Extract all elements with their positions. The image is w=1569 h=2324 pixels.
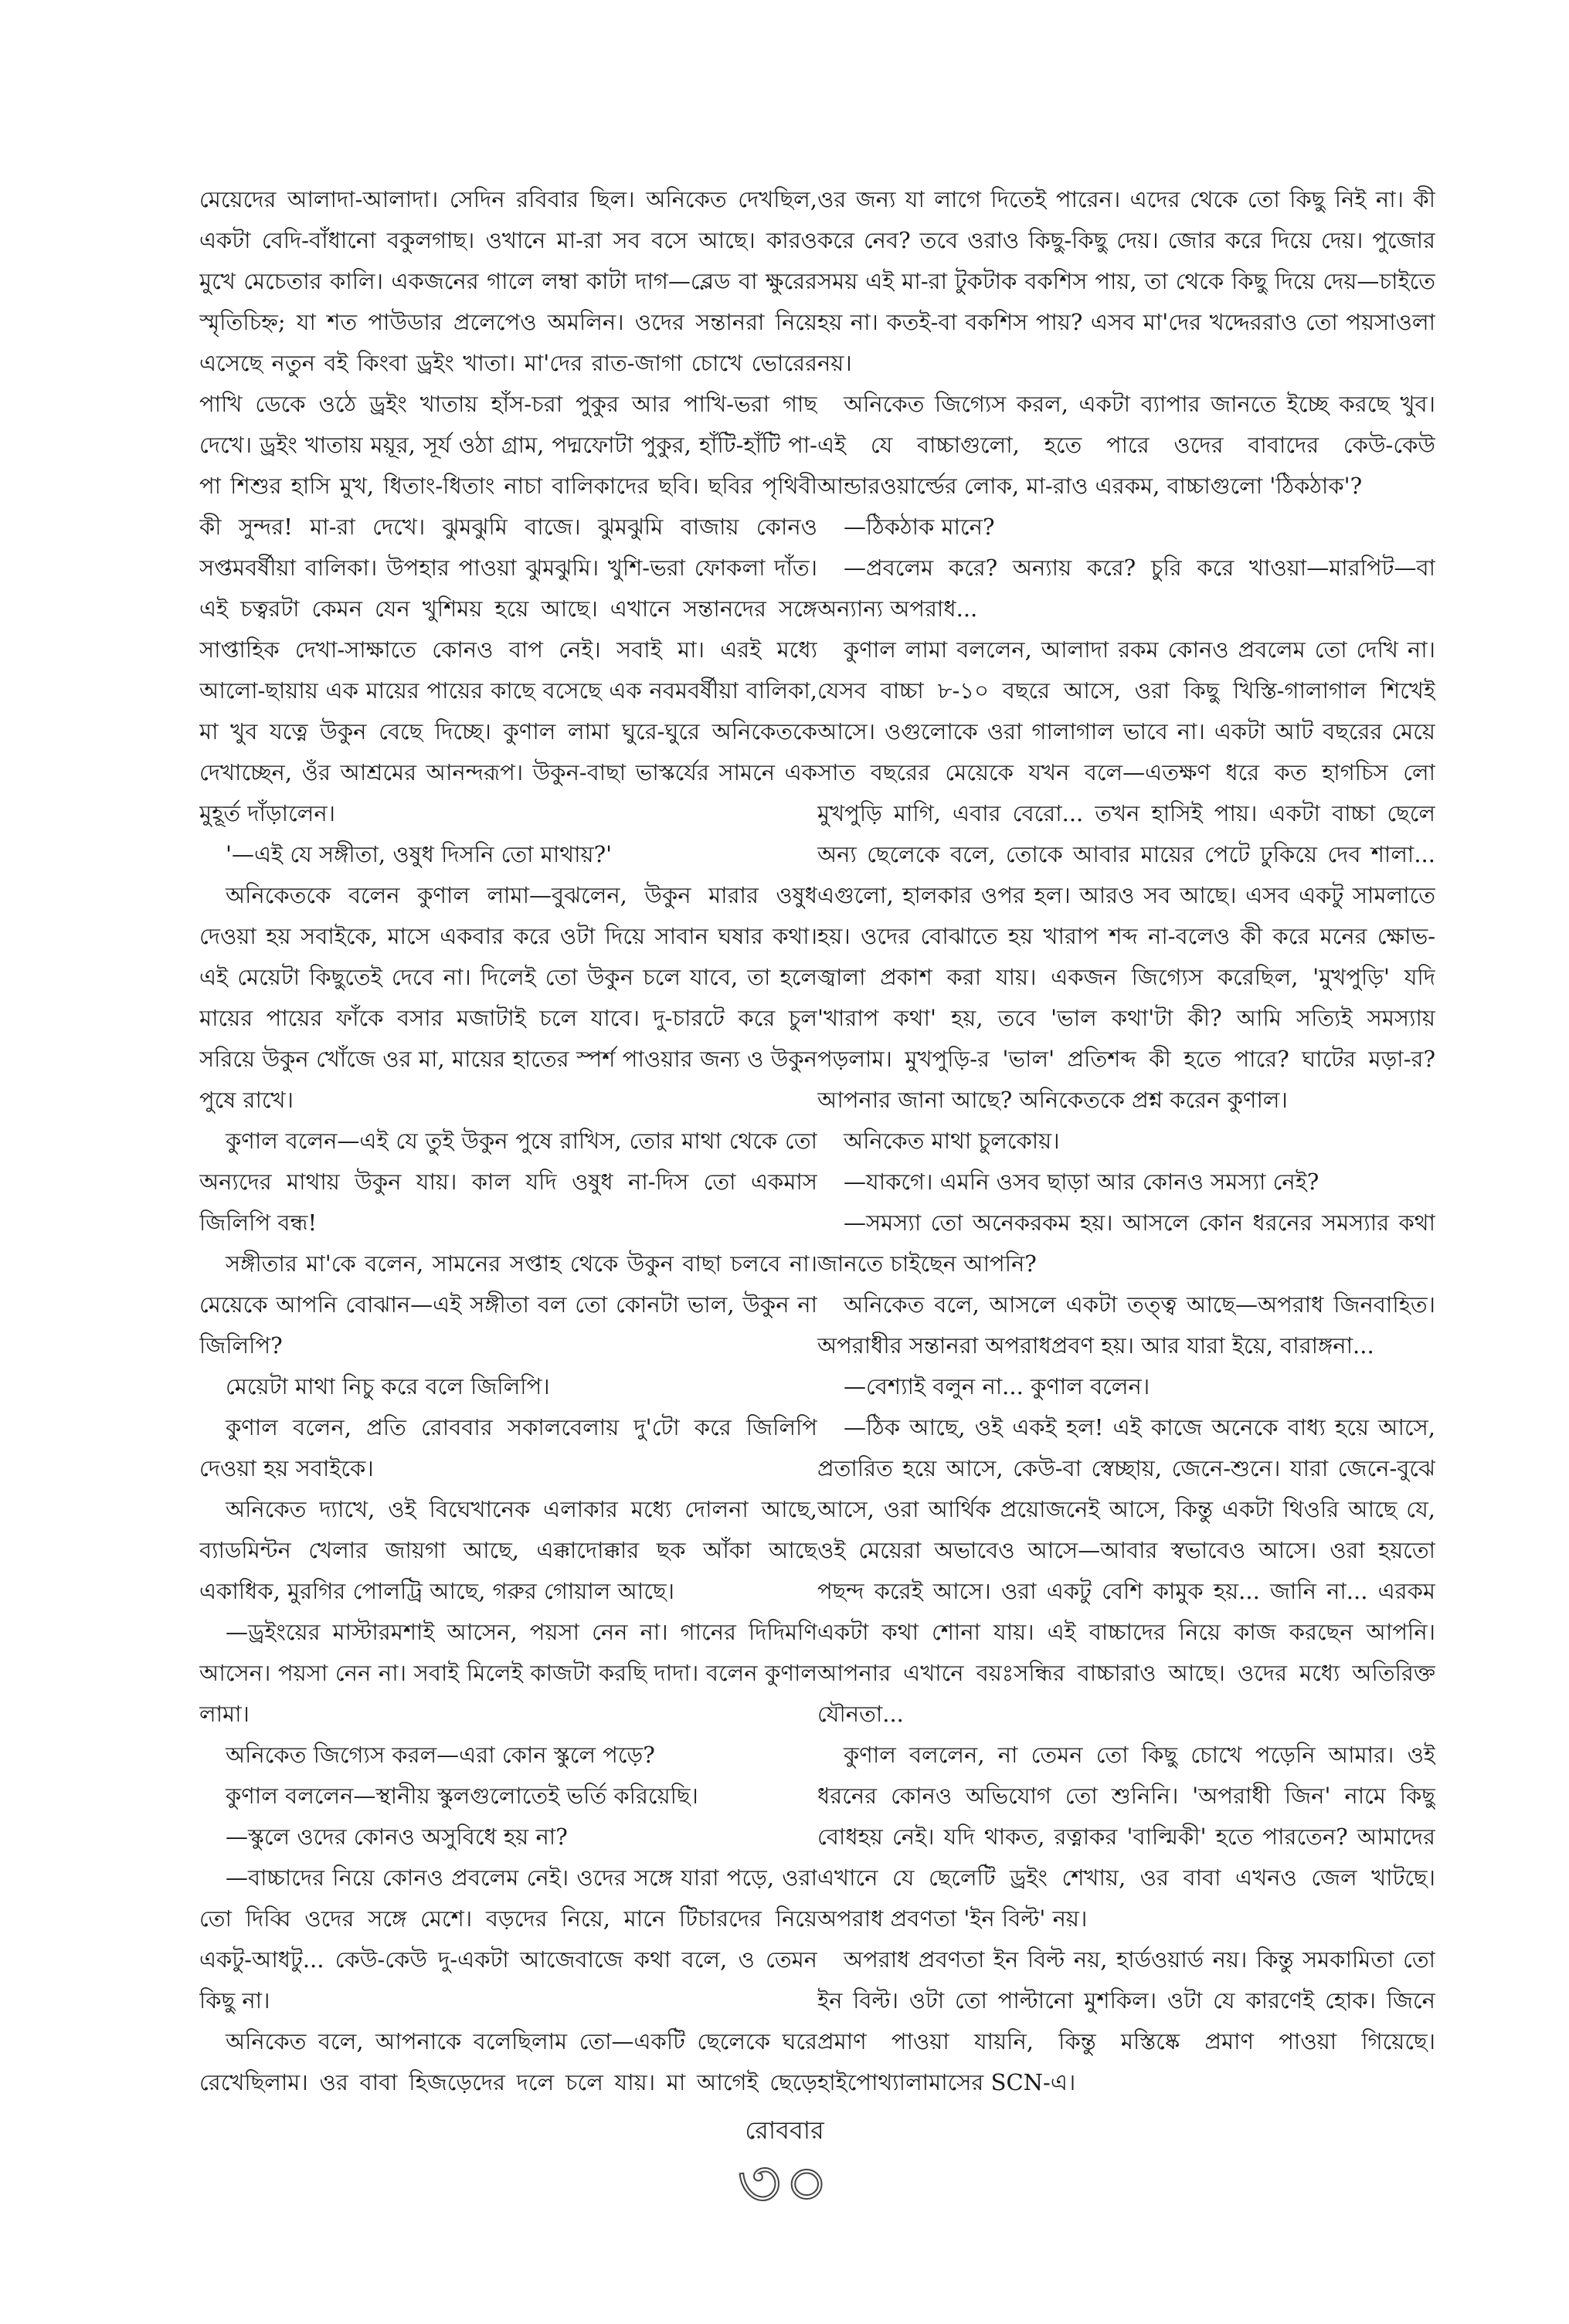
paragraph: —বাচ্চাদের নিয়ে কোনও প্রবলেম নেই। ওদের সঙ্গে যারা পড়ে, ওরা তো দিব্বি ওদের সঙ্গে মেশে। বড়দের নিয়ে, মানে টিচারদের নিয়ে একটু-আধটু... কেউ-কেউ দু-একটা আজেবাজে কথা বলে, ও তেমন কিছু না। (199, 1864, 817, 2014)
paragraph: —স্কুলে ওদের কোনও অসুবিধে হয় না? (226, 1824, 568, 1850)
paragraph: —ঠিক আছে, ওই একই হল! এই কাজে অনেকে বাধ্য হয়ে আসে, প্রতারিত হয়ে আসে, কেউ-বা স্বেচ্ছায়, জেনে-শুনে। যারা জেনে-বুঝে আসে, ওরা আর্থিক প্রয়োজনেই আসে, কিন্তু একটা থিওরি আছে যে, ওই মেয়েরা অভাবেও আসে—আবার স্বভাবেও আসে। ওরা হয়তো পছন্দ করেই আসে। ওরা একটু বেশি কামুক হয়... জানি না... এরকম একটা কথা শোনা যায়। এই বাচ্চাদের নিয়ে কাজ করছেন আপনি। আপনার এখানে বয়ঃসন্ধির বাচ্চারাও আছে। ওদের মধ্যে অতিরিক্ত যৌনতা... (817, 1414, 1435, 1727)
paragraph: কুণাল বলেন, প্রতি রোববার সকালবেলায় দু'টো করে জিলিপি দেওয়া হয় সবাইকে। (199, 1414, 817, 1481)
paragraph: অনিকেত বলে, আপনাকে বলেছিলাম তো—একটি ছেলেকে ঘরে রেখেছিলাম। ওর বাবা হিজড়েদের দলে চলে যায়। মা আগেই ছেড়ে (199, 2028, 817, 2095)
paragraph: মেয়েটা মাথা নিচু করে বলে জিলিপি। (226, 1373, 550, 1399)
paragraph: অনিকেত বলে, আসলে একটা তত্ত্ব আছে—অপরাধ জিনবাহিত। অপরাধীর সন্তানরা অপরাধপ্রবণ হয়। আর যারা ইয়ে, বারাঙ্গনা... (817, 1291, 1435, 1359)
paragraph: অনিকেত মাথা চুলকোয়। (844, 1128, 1060, 1154)
page-footer (0, 2115, 1569, 2223)
paragraph: —ড্রইংয়ের মাস্টারমশাই আসেন, পয়সা নেন না। গানের দিদিমণি আসেন। পয়সা নেন না। সবাই মিলেই কাজটা করছি দাদা। বলেন কুণাল লামা। (199, 1619, 817, 1727)
paragraph: কুণাল বললেন—স্থানীয় স্কুলগুলোতেই ভর্তি করিয়েছি। (226, 1783, 698, 1809)
paragraph: অনিকেত জিগ্যেস করল, একটা ব্যাপার জানতে ইচ্ছে করছে খুব। এই যে বাচ্চাগুলো, হতে পারে ওদের বাবাদের কেউ-কেউ আন্ডারওয়ার্ল্ডের লোক, মা-রাও এরকম, বাচ্চাগুলো 'ঠিকঠাক'? (817, 391, 1435, 499)
paragraph: —সমস্যা তো অনেকরকম হয়। আসলে কোন ধরনের সমস্যার কথা জানতে চাইছেন আপনি? (817, 1209, 1435, 1277)
paragraph: '—এই যে সঙ্গীতা, ওষুধ দিসনি তো মাথায়?' (226, 841, 613, 867)
paragraph: অনিকেতকে বলেন কুণাল লামা—বুঝলেন, উকুন মারার ওষুধ দেওয়া হয় সবাইকে, মাসে একবার করে ওটা দিয়ে সাবান ঘষার কথা। এই মেয়েটা কিছুতেই দেবে না। দিলেই তো উকুন চলে যাবে, তা হলে মায়ের পায়ের ফাঁকে বসার মজাটাই চলে যাবে। দু-চারটে করে চুল সরিয়ে উকুন খোঁজে ওর মা, মায়ের হাতের স্পর্শ পাওয়ার জন্য ও উকুন পুষে রাখে। (199, 882, 817, 1113)
paragraph: সঙ্গীতার মা'কে বলেন, সামনের সপ্তাহ থেকে উকুন বাছা চলবে না। মেয়েকে আপনি বোঝান—এই সঙ্গীতা বল তো কোনটা ভাল, উকুন না জিলিপি? (199, 1250, 817, 1359)
right-text-column (817, 179, 1435, 2095)
paragraph: মেয়েদের আলাদা-আলাদা। সেদিন রবিবার ছিল। অনিকেত দেখছিল, একটা বেদি-বাঁধানো বকুলগাছ। ওখানে মা-রা সব বসে আছে। কারও মুখে মেচেতার কালি। একজনের গালে লম্বা কাটা দাগ—ব্লেড বা ক্ষুরের স্মৃতিচিহ্ন; যা শত পাউডার প্রলেপেও অমলিন। ওদের সন্তানরা নিয়ে এসেছে নতুন বই কিংবা ড্রইং খাতা। মা'দের রাত-জাগা চোখে ভোরের পাখি ডেকে ওঠে ড্রইং খাতায় হাঁস-চরা পুকুর আর পাখি-ভরা গাছ দেখে। ড্রইং খাতায় ময়ূর, সূর্য ওঠা গ্রাম, পদ্মফোটা পুকুর, হাঁটি-হাঁটি পা-পা শিশুর হাসি মুখ, ধিতাং-ধিতাং নাচা বালিকাদের ছবি। ছবির পৃথিবী কী সুন্দর! মা-রা দেখে। ঝুমঝুমি বাজে। ঝুমঝুমি বাজায় কোনও সপ্তমবর্ষীয়া বালিকা। উপহার পাওয়া ঝুমঝুমি। খুশি-ভরা ফোকলা দাঁত। এই চত্বরটা কেমন যেন খুশিময় হয়ে আছে। এখানে সন্তানদের সঙ্গে সাপ্তাহিক দেখা-সাক্ষাতে কোনও বাপ নেই। সবাই মা। এরই মধ্যে আলো-ছায়ায় এক মায়ের পায়ের কাছে বসেছে এক নবমবর্ষীয়া বালিকা, মা খুব যত্নে উকুন বেছে দিচ্ছে। কুণাল লামা ঘুরে-ঘুরে অনিকেতকে দেখাচ্ছেন, ওঁর আশ্রমের আনন্দরূপ। উকুন-বাছা ভাস্কর্যের সামনে এক মুহূর্ত দাঁড়ালেন। (199, 186, 817, 826)
paragraph: —প্রবলেম করে? অন্যায় করে? চুরি করে খাওয়া—মারপিট—বা অন্যান্য অপরাধ... (817, 555, 1435, 622)
magazine-title: রোববার (745, 2115, 824, 2145)
paragraph: —ঠিকঠাক মানে? (844, 514, 995, 540)
paragraph: —যাকগে। এমনি ওসব ছাড়া আর কোনও সমস্যা নেই? (844, 1169, 1319, 1195)
paragraph: —বেশ্যাই বলুন না... কুণাল বলেন। (844, 1373, 1150, 1399)
left-text-column (199, 179, 817, 2095)
paragraph: ওর জন্য যা লাগে দিতেই পারেন। এদের থেকে তো কিছু নিই না। কী করে নেব? তবে ওরাও কিছু-কিছু দেয়। জোর করে দিয়ে দেয়। পুজোর সময় এই মা-রা টুকটাক বকশিস পায়, তা থেকে কিছু দিয়ে দেয়—চাইতে হয় না। কতই-বা বকশিস পায়? এসব মা'দের খদ্দেররাও তো পয়সাওলা নয়। (817, 186, 1435, 376)
paragraph: কুণাল লামা বললেন, আলাদা রকম কোনও প্রবলেম তো দেখি না। যেসব বাচ্চা ৮-১০ বছরে আসে, ওরা কিছু খিস্তি-গালাগাল শিখেই আসে। ওগুলোকে ওরা গালাগাল ভাবে না। একটা আট বছরের মেয়ে সাত বছরের মেয়েকে যখন বলে—এতক্ষণ ধরে কত হাগচিস লো মুখপুড়ি মাগি, এবার বেরো... তখন হাসিই পায়। একটা বাচ্চা ছেলে অন্য ছেলেকে বলে, তোকে আবার মায়ের পেটে ঢুকিয়ে দেব শালা... এগুলো, হালকার ওপর হল। আরও সব আছে। এসব একটু সামলাতে হয়। ওদের বোঝাতে হয় খারাপ শব্দ না-বলেও কী করে মনের ক্ষোভ-জ্বালা প্রকাশ করা যায়। একজন জিগ্যেস করেছিল, 'মুখপুড়ি' যদি 'খারাপ কথা' হয়, তবে 'ভাল কথা'টা কী? আমি সত্যিই সমস্যায় পড়লাম। মুখপুড়ি-র 'ভাল' প্রতিশব্দ কী হতে পারে? ঘাটের মড়া-র? আপনার জানা আছে? অনিকেতকে প্রশ্ন করেন কুণাল। (817, 636, 1435, 1113)
paragraph: অনিকেত দ্যাখে, ওই বিঘেখানেক এলাকার মধ্যে দোলনা আছে, ব্যাডমিন্টন খেলার জায়গা আছে, এক্কাদোক্কার ছক আঁকা আছে একাধিক, মুরগির পোলট্রি আছে, গরুর গোয়াল আছে। (199, 1496, 817, 1604)
paragraph: অনিকেত জিগ্যেস করল—এরা কোন স্কুলে পড়ে? (226, 1742, 655, 1768)
paragraph: অপরাধ প্রবণতা ইন বিল্ট নয়, হার্ডওয়ার্ড নয়। কিন্তু সমকামিতা তো ইন বিল্ট। ওটা তো পাল্টানো মুশকিল। ওটা যে কারণেই হোক। জিনে প্রমাণ পাওয়া যায়নি, কিন্তু মস্তিষ্কে প্রমাণ পাওয়া গিয়েছে। হাইপোথ্যালামাসের SCN-এ। (817, 1946, 1435, 2095)
page-number: ৩০ (737, 2143, 832, 2223)
paragraph: কুণাল বলেন—এই যে তুই উকুন পুষে রাখিস, তোর মাথা থেকে তো অন্যদের মাথায় উকুন যায়। কাল যদি ওষুধ না-দিস তো একমাস জিলিপি বন্ধ! (199, 1128, 817, 1236)
paragraph: কুণাল বললেন, না তেমন তো কিছু চোখে পড়েনি আমার। ওই ধরনের কোনও অভিযোগ তো শুনিনি। 'অপরাধী জিন' নামে কিছু বোধহয় নেই। যদি থাকত, রত্নাকর 'বাল্মিকী' হতে পারতেন? আমাদের এখানে যে ছেলেটি ড্রইং শেখায়, ওর বাবা এখনও জেল খাটছে। অপরাধ প্রবণতা 'ইন বিল্ট' নয়। (817, 1742, 1435, 1932)
